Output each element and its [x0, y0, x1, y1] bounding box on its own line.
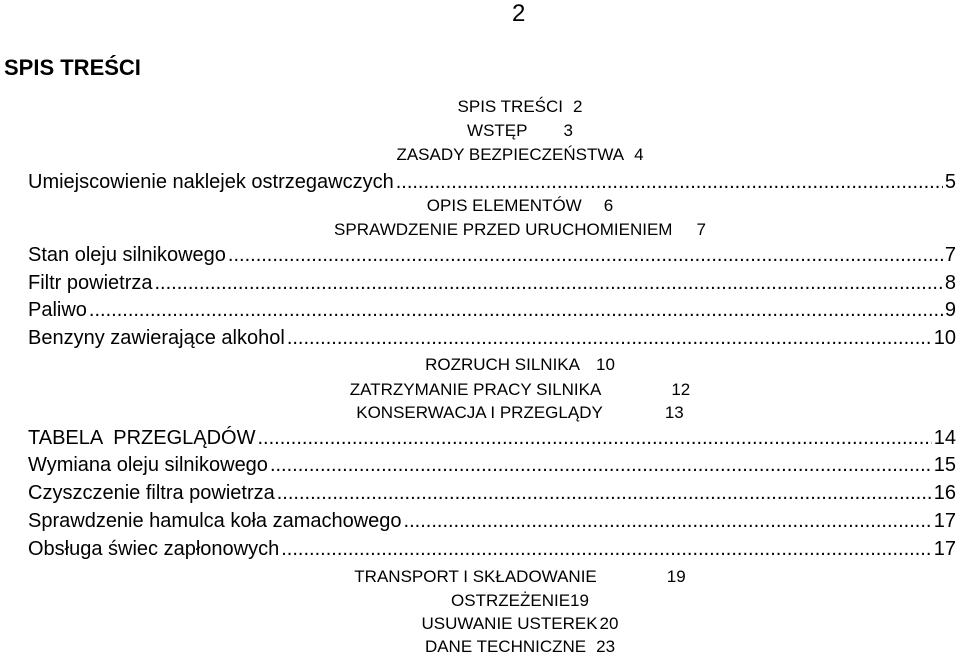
toc-entry-page: 16 — [933, 482, 956, 504]
leader-dots — [396, 170, 943, 195]
toc-entry-benzyny[interactable] — [28, 326, 956, 351]
toc-entry-page: 7 — [696, 220, 706, 239]
toc-entry-opis[interactable] — [390, 194, 650, 218]
toc-heading: SPIS TREŚCI — [4, 55, 141, 80]
toc-entry-title: SPIS TREŚCI — [457, 97, 564, 116]
toc-entry-title: KONSERWACJA I PRZEGLĄDY — [356, 403, 603, 422]
toc-entry-zasady[interactable] — [360, 143, 680, 167]
toc-entry-title: Paliwo — [28, 299, 87, 321]
toc-entry-title: TABELA PRZEGLĄDÓW — [28, 427, 256, 449]
toc-entry-title: Benzyny zawierające alkohol — [28, 327, 285, 349]
toc-entry-title: Filtr powietrza — [28, 272, 153, 294]
toc-entry-page: 17 — [933, 538, 956, 560]
toc-entry-page: 15 — [933, 454, 956, 476]
toc-entry-page: 5 — [944, 171, 956, 193]
toc-entry-page: 17 — [933, 510, 956, 532]
toc-entry-czyszczenie[interactable] — [28, 481, 956, 506]
toc-entry-wymiana[interactable] — [28, 453, 956, 478]
toc-entry-title: Czyszczenie filtra powietrza — [28, 482, 275, 504]
toc-entry-usuwanie[interactable] — [400, 612, 640, 636]
leader-dots — [277, 481, 932, 506]
toc-entry-page: 19 — [570, 591, 589, 610]
toc-entry-rozruch[interactable] — [390, 353, 650, 377]
toc-entry-wstep[interactable] — [420, 119, 620, 143]
toc-entry-page: 9 — [944, 299, 956, 321]
toc-entry-title: Umiejscowienie naklejek ostrzegawczych — [28, 171, 394, 193]
toc-entry-title: ROZRUCH SILNIKA — [425, 355, 580, 374]
leader-dots — [270, 453, 932, 478]
toc-entry-page: 2 — [573, 97, 583, 116]
toc-entry-title: Obsługa świec zapłonowych — [28, 538, 280, 560]
toc-entry-title: ZASADY BEZPIECZEŃSTWA — [396, 145, 625, 164]
toc-entry-title: OPIS ELEMENTÓW — [426, 196, 582, 215]
toc-entry-spis-tresci[interactable] — [420, 95, 620, 119]
toc-entry-naklejki[interactable] — [28, 170, 956, 195]
page-number: 2 — [512, 0, 526, 27]
toc-entry-page: 12 — [671, 380, 691, 399]
leader-dots — [228, 243, 943, 268]
leader-dots — [404, 509, 932, 534]
toc-entry-page: 13 — [664, 403, 684, 422]
toc-entry-hamulec[interactable] — [28, 509, 956, 534]
toc-entry-title: Sprawdzenie hamulca koła zamachowego — [28, 510, 402, 532]
toc-entry-title: WSTĘP — [467, 121, 528, 140]
toc-entry-page: 10 — [596, 355, 615, 374]
toc-entry-filtr[interactable] — [28, 271, 956, 296]
toc-entry-page: 20 — [599, 614, 619, 633]
toc-entry-title: DANE TECHNICZNE — [424, 637, 587, 656]
toc-entry-title: OSTRZEŻENIE — [451, 591, 571, 610]
toc-entry-transport[interactable] — [320, 565, 720, 589]
leader-dots — [89, 298, 943, 323]
toc-entry-konserwacja[interactable] — [320, 401, 720, 425]
toc-entry-page: 3 — [563, 121, 573, 140]
toc-entry-dane[interactable] — [400, 635, 640, 659]
leader-dots — [281, 537, 932, 562]
toc-entry-page: 10 — [933, 327, 956, 349]
toc-entry-page: 14 — [933, 427, 956, 449]
toc-entry-ostrzezenie[interactable] — [420, 589, 620, 613]
toc-entry-paliwo[interactable] — [28, 298, 956, 323]
toc-entry-title: SPRAWDZENIE PRZED URUCHOMIENIEM — [334, 220, 673, 239]
toc-entry-sprawdzenie[interactable] — [280, 218, 760, 242]
toc-entry-swiece[interactable] — [28, 537, 956, 562]
toc-entry-title: Wymiana oleju silnikowego — [28, 454, 268, 476]
toc-entry-page: 19 — [666, 567, 686, 586]
toc-entry-page: 4 — [634, 145, 644, 164]
leader-dots — [287, 326, 932, 351]
toc-entry-title: TRANSPORT I SKŁADOWANIE — [354, 567, 597, 586]
toc-entry-page: 23 — [596, 637, 616, 656]
toc-entry-tabela[interactable] — [28, 426, 956, 451]
leader-dots — [257, 426, 931, 451]
toc-entry-title: ZATRZYMANIE PRACY SILNIKA — [349, 380, 602, 399]
toc-entry-page: 7 — [944, 244, 956, 266]
toc-entry-olej[interactable] — [28, 243, 956, 268]
toc-entry-zatrzymanie[interactable] — [320, 378, 720, 402]
toc-entry-title: USUWANIE USTEREK — [421, 614, 598, 633]
leader-dots — [154, 271, 942, 296]
toc-entry-title: Stan oleju silnikowego — [28, 244, 226, 266]
toc-entry-page: 6 — [603, 196, 614, 215]
toc-entry-page: 8 — [944, 272, 956, 294]
